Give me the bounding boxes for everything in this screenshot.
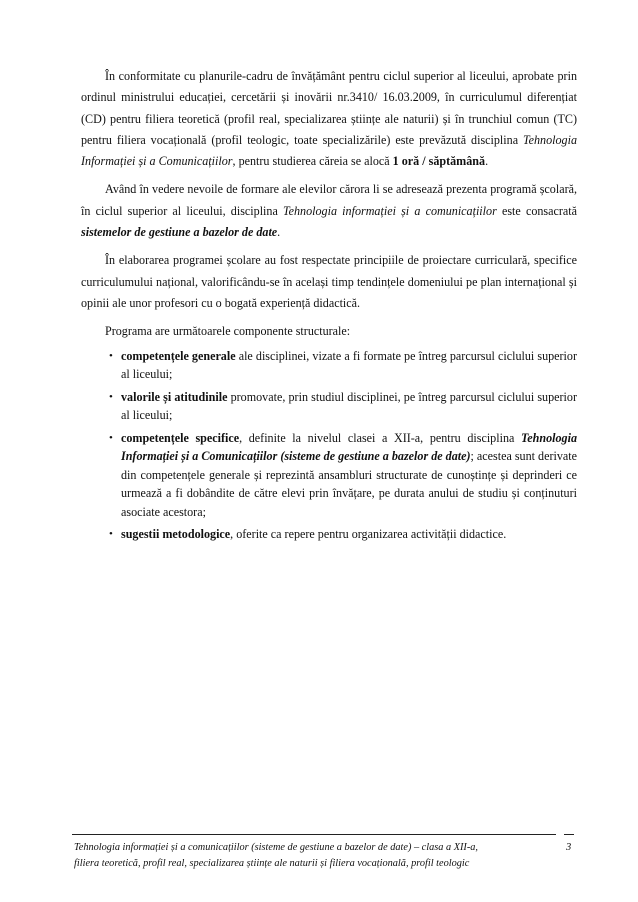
paragraph-text: . [277, 225, 281, 240]
paragraph-training-needs [81, 179, 577, 243]
page-footer [74, 840, 574, 872]
list-item [109, 525, 577, 544]
component-term: competențele specifice [121, 430, 240, 445]
paragraph-text: , pentru studierea căreia se alocă [232, 154, 393, 169]
component-description: ale disciplinei, vizate a fi formate pe întreg parcursul ciclului superior al liceului; [121, 348, 577, 382]
footer-line-2: filiera teoretică, profil real, specializarea științe ale naturii și filiera vocațională, profil teologic [74, 858, 470, 869]
paragraph-text: . [485, 154, 489, 169]
components-intro: Programa are următoarele componente structurale: [105, 324, 351, 339]
bullet-icon: • [109, 528, 113, 541]
subject-focus: sistemelor de gestiune a bazelor de date [81, 225, 278, 240]
document-body [81, 66, 577, 544]
component-term: sugestii metodologice [121, 527, 231, 542]
paragraph-text: este consacrată [496, 203, 577, 218]
list-item [109, 429, 577, 522]
subject-name: Tehnologia Informației și a Comunicațiilor [81, 132, 577, 169]
paragraph-text: Având în vedere nevoile de formare ale elevilor cărora li se adresează prezenta programă școlară, în ciclul superior al liceului, disciplina [81, 182, 577, 218]
component-description: , definite la nivelul clasei a XII-a, pentru disciplina [239, 430, 521, 445]
components-list [109, 347, 577, 544]
footer-line-1: Tehnologia informației și a comunicațiilor (sisteme de gestiune a bazelor de date) – clasa a XII-a, [74, 842, 479, 853]
paragraph-curriculum-framework [81, 66, 577, 172]
subject-name: Tehnologia informației și a comunicațiilor [283, 203, 497, 218]
paragraph-design-principles: În elaborarea programei școlare au fost respectate principiile de proiectare curriculară, specifice curriculumului național, valorificându-se în același timp tendințele domeniului pe plan internațional și opinii ale unor profesori cu o bogată experiență didactică. [81, 253, 577, 310]
paragraph-text: În conformitate cu planurile-cadru de învățământ pentru ciclul superior al liceului, aprobate prin ordinul ministrului educației, cercetării și inovării nr.3410/ 16.03.2009, în curriculumul diferențiat (CD) pentru filiera teoretică (profil real, specializarea științe ale naturii) și în trunchiul comun (TC) pentru filiera vocațională (profil teologic, toate specializările) este prevăzută disciplina [81, 69, 577, 147]
component-term: competențele generale [121, 348, 236, 363]
component-description: , oferite ca repere pentru organizarea activității didactice. [230, 527, 507, 542]
page-number-divider [564, 834, 574, 835]
component-description: ; acestea sunt derivate din competențele generale și reprezintă ansambluri structurate de cunoștințe și deprinderi ce urmează a fi dobândite de către elevi prin învățare, pe durata anului de studiu și conținuturi asociate acestora; [121, 449, 577, 519]
component-term: valorile și atitudinile [121, 389, 228, 404]
subject-name: Tehnologia Informației și a Comunicațiilor (sisteme de gestiune a bazelor de date) [121, 430, 577, 464]
component-description: promovate, prin studiul disciplinei, pe întreg parcursul ciclului superior al liceului; [121, 389, 577, 423]
list-item [109, 388, 577, 425]
bullet-icon: • [109, 431, 113, 444]
page-number: 3 [566, 842, 572, 853]
list-item [109, 347, 577, 384]
bullet-icon: • [109, 390, 113, 403]
bullet-icon: • [109, 349, 113, 362]
hours-allocation: 1 oră / săptămână [392, 154, 486, 169]
footer-divider [72, 834, 556, 835]
